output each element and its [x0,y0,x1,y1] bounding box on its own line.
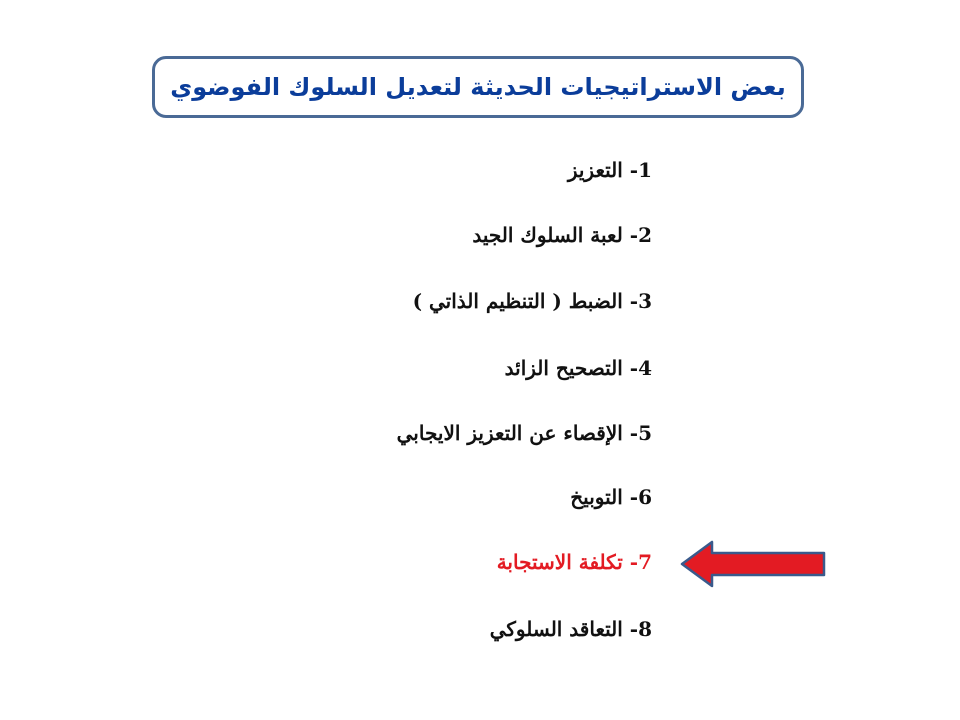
list-item-label: التصحيح الزائد [504,356,623,380]
list-item [472,220,652,250]
list-item-number: 7- [629,550,652,574]
list-item-label: الإقصاء عن التعزيز الايجابي [396,421,623,445]
list-item-number: 8- [629,617,652,641]
list-item-number: 5- [629,421,652,445]
title-box [152,56,804,118]
list-item-number: 1- [629,158,652,182]
list-item [490,614,652,644]
list-item-number: 6- [629,485,652,509]
list-item [570,482,652,512]
list-item [505,353,652,383]
arrow-shape [682,542,824,586]
list-item-number: 2- [629,223,652,247]
list-item-label: تكلفة الاستجابة [496,550,623,574]
list-item [568,155,652,185]
left-arrow-icon [680,540,826,588]
list-item-label: لعبة السلوك الجيد [472,223,623,247]
list-item [413,286,652,316]
list-item-number: 3- [629,289,652,313]
list-item-label: التعاقد السلوكي [489,617,623,641]
list-item [397,418,652,448]
list-item-label: التعزيز [567,158,623,182]
list-item-highlighted [497,547,652,577]
list-item-label: التوبيخ [570,485,623,509]
slide-title: بعض الاستراتيجيات الحديثة لتعديل السلوك الفوضوي [170,73,786,101]
list-item-number: 4- [629,356,652,380]
list-item-label: الضبط ( التنظيم الذاتي ) [412,289,623,313]
